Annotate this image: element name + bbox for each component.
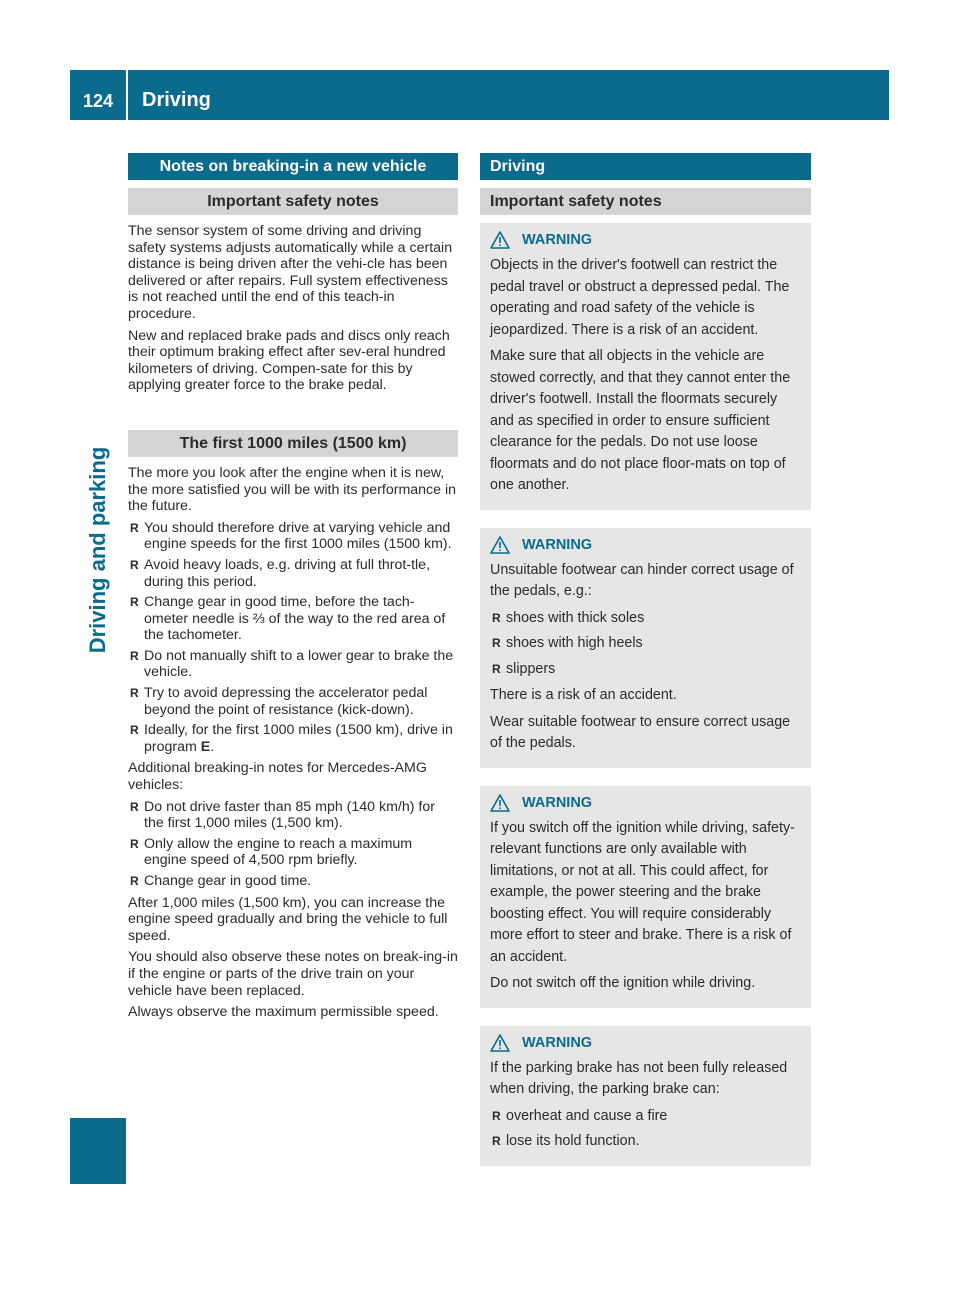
- paragraph: Always observe the maximum permissible speed.: [128, 1004, 439, 1021]
- bullet-list: [490, 608, 801, 681]
- side-tab-label: Driving and parking: [85, 446, 110, 654]
- bullet-list-amg: [128, 799, 458, 890]
- left-column: [128, 153, 458, 1026]
- list-item: R Only allow the engine to reach a maximum engine speed of 4,500 rpm briefly.: [130, 835, 413, 869]
- header-divider: [126, 70, 128, 120]
- right-column: [480, 153, 811, 1184]
- paragraph: You should also observe these notes on break-ing-in if the engine or parts of the drive train on your vehicle have been replaced.: [128, 949, 458, 999]
- warning-box: [480, 223, 811, 510]
- warning-text: Objects in the driver's footwell can restrict the pedal travel or obstruct a depressed pedal. The operating and road safety of the vehicle is jeopardized. There is a risk of an accident.: [490, 257, 790, 338]
- page-header: [70, 70, 889, 120]
- warning-text: Unsuitable footwear can hinder correct usage of the pedals, e.g.:: [490, 561, 794, 599]
- warning-title: [490, 536, 801, 554]
- warning-text: Wear suitable footwear to ensure correct usage of the pedals.: [490, 713, 791, 751]
- bullet-icon: R: [130, 648, 139, 663]
- bullet-icon: R: [130, 686, 139, 701]
- warning-title: [490, 231, 801, 249]
- paragraph: New and replaced brake pads and discs only reach their optimum braking effect after sev-eral hundred kilometers of driving. Compen-sate for this by applying greater force to the brake pedal.: [128, 327, 450, 394]
- subheading-first-1000-miles: The first 1000 miles (1500 km): [128, 430, 458, 457]
- bullet-icon: R: [130, 520, 139, 535]
- program-letter: E: [200, 738, 211, 755]
- warning-triangle-icon: [490, 231, 510, 249]
- bullet-icon: R: [492, 1134, 501, 1148]
- warning-box: [480, 1026, 811, 1166]
- list-item: R Do not drive faster than 85 mph (140 km/h) for the first 1,000 miles (1,500 km).: [130, 798, 435, 832]
- warning-text: Make sure that all objects in the vehicle are stowed correctly, and that they cannot enter the driver's footwell. Install the floormats securely and as specified in order to ensure sufficient clearance for the pedals. Do not use loose floormats and do not place floor-mats on top of one another.: [490, 348, 791, 493]
- warning-text: There is a risk of an accident.: [490, 687, 677, 703]
- page-number: 124: [82, 91, 114, 111]
- bullet-icon: R: [130, 557, 139, 572]
- warning-box: [480, 528, 811, 768]
- warning-label: WARNING: [522, 536, 593, 553]
- list-item: R shoes with high heels: [490, 633, 801, 655]
- warning-title: [490, 1034, 801, 1052]
- section-heading-breaking-in: Notes on breaking-in a new vehicle: [128, 153, 458, 180]
- list-item: R shoes with thick soles: [490, 608, 801, 630]
- warning-triangle-icon: [490, 536, 510, 554]
- paragraph: The more you look after the engine when it is new, the more satisfied you will be with its performance in the future.: [128, 464, 457, 515]
- bullet-icon: R: [130, 799, 139, 814]
- paragraph: The sensor system of some driving and driving safety systems adjusts automatically while a certain distance is being driven after the vehi-cle has been delivered or after repairs. Full system effectiveness is not reached until the end of this teach-in procedure.: [128, 223, 453, 322]
- warning-label: WARNING: [522, 794, 593, 811]
- bullet-icon: R: [130, 595, 139, 610]
- paragraph: Additional breaking-in notes for Mercedes-AMG vehicles:: [128, 760, 427, 794]
- bullet-icon: R: [492, 661, 501, 676]
- bullet-icon: R: [492, 636, 501, 650]
- warning-title: [490, 794, 801, 812]
- paragraph: After 1,000 miles (1,500 km), you can increase the engine speed gradually and bring the vehicle to full speed.: [128, 894, 448, 944]
- bullet-icon: R: [130, 723, 139, 738]
- list-item: R Ideally, for the first 1000 miles (1500 km), drive in program E.: [130, 722, 453, 755]
- list-item: R Change gear in good time, before the tach-ometer needle is ⅔ of the way to the red area of the tachometer.: [130, 594, 446, 644]
- subheading-safety-notes: Important safety notes: [128, 188, 458, 215]
- bullet-icon: R: [130, 836, 139, 851]
- list-item: R lose its hold function.: [490, 1131, 801, 1153]
- warning-label: WARNING: [522, 232, 593, 248]
- page-header-title: Driving: [142, 89, 211, 111]
- warning-triangle-icon: [490, 794, 510, 812]
- warning-text: If you switch off the ignition while driving, safety-relevant functions are only available with limitations, or not at all. This could affect, for example, the power steering and the brake boosting effect. You will require considerably more effort to steer and brake. There is a risk of an accident.: [490, 819, 795, 965]
- warning-text: If the parking brake has not been fully released when driving, the parking brake can:: [490, 1059, 788, 1097]
- list-item: R You should therefore drive at varying vehicle and engine speeds for the first 1000 miles (1500 km).: [130, 519, 452, 553]
- list-item: R Do not manually shift to a lower gear to brake the vehicle.: [130, 647, 454, 681]
- list-item: R Avoid heavy loads, e.g. driving at full throt-tle, during this period.: [130, 556, 431, 590]
- warning-triangle-icon: [490, 1034, 510, 1052]
- section-heading-driving: Driving: [480, 153, 811, 180]
- bullet-list: [128, 520, 458, 756]
- warning-text: Do not switch off the ignition while driving.: [490, 975, 756, 991]
- list-item: R Try to avoid depressing the accelerator pedal beyond the point of resistance (kick-down).: [130, 685, 428, 718]
- list-item: R slippers: [490, 659, 801, 681]
- warning-box: [480, 786, 811, 1008]
- bullet-icon: R: [492, 1108, 501, 1123]
- list-item: R Change gear in good time.: [130, 873, 312, 889]
- list-item: R overheat and cause a fire: [490, 1106, 801, 1128]
- bullet-icon: R: [492, 610, 501, 625]
- bullet-list: [490, 1106, 801, 1153]
- side-tab-marker: [70, 1118, 126, 1184]
- bullet-icon: R: [130, 874, 139, 888]
- warning-label: WARNING: [522, 1034, 593, 1051]
- subheading-safety-notes: Important safety notes: [480, 188, 811, 215]
